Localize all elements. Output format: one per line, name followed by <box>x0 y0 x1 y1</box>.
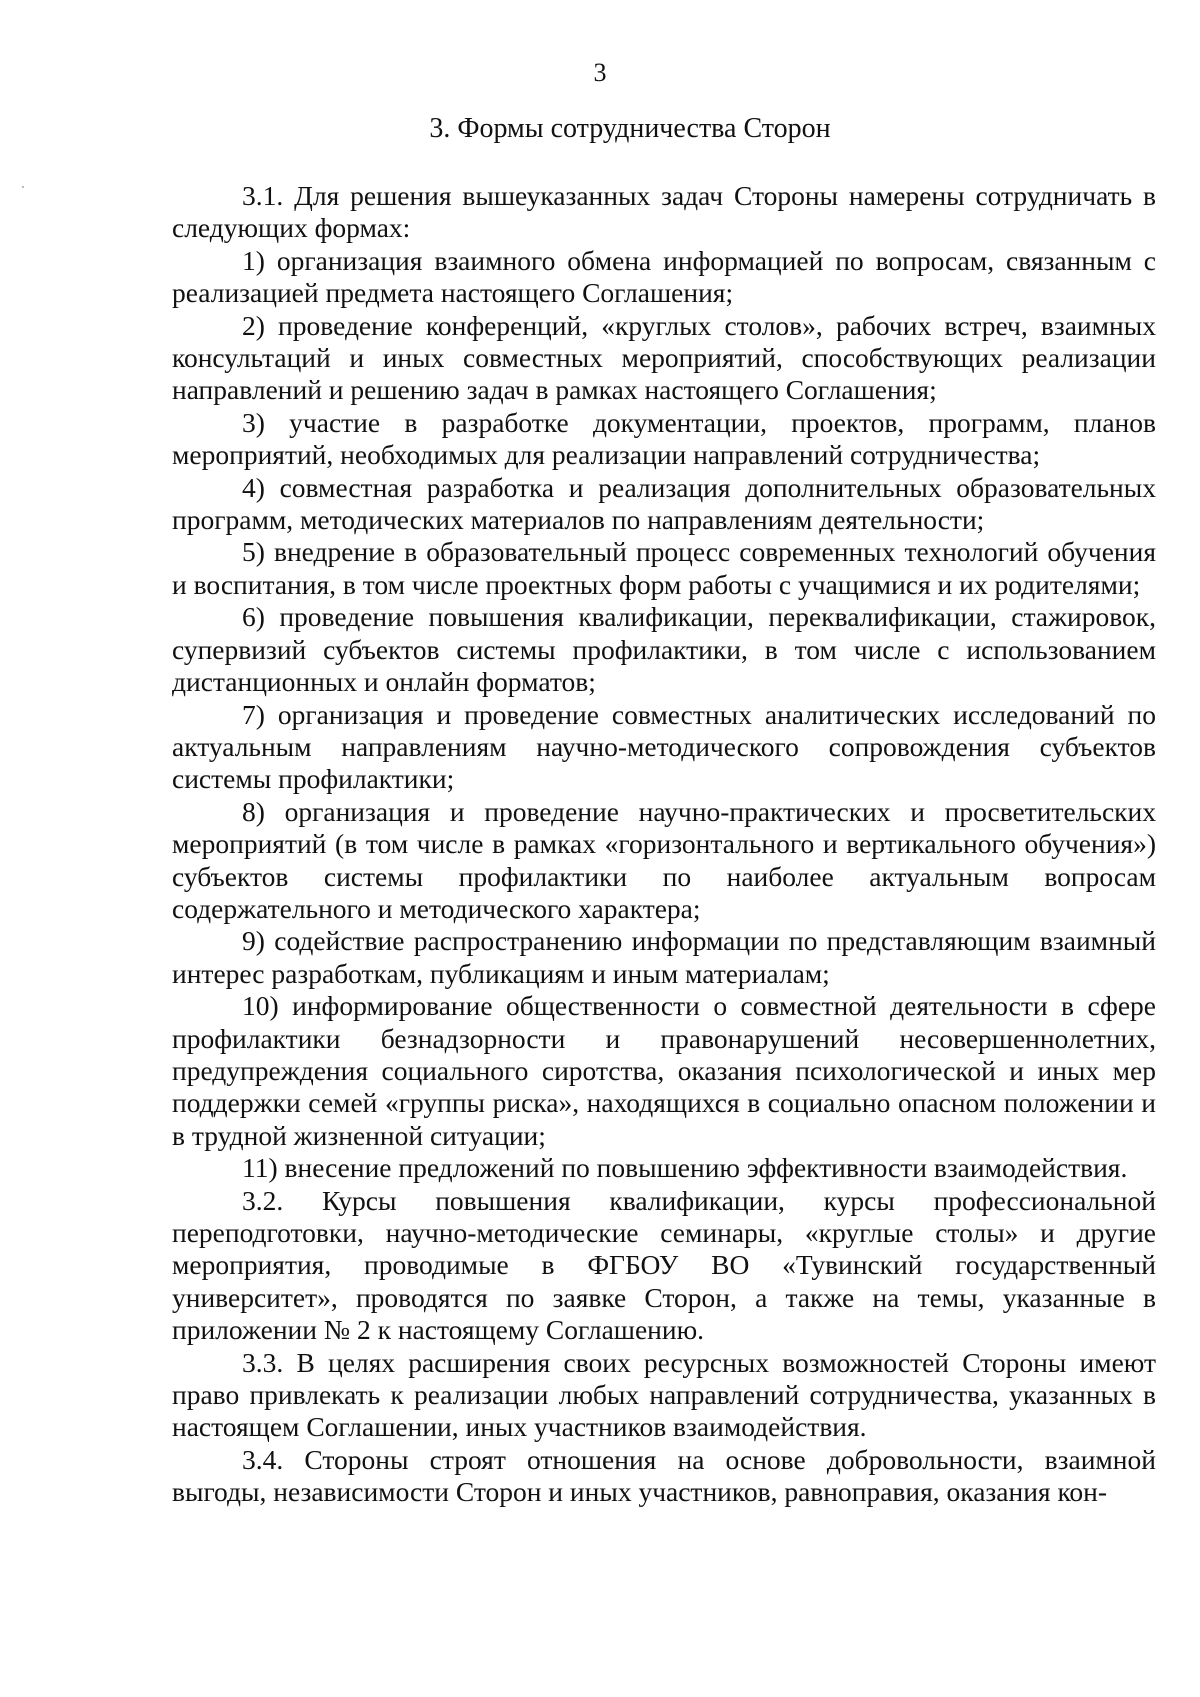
paragraph-3-3: 3.3. В целях расширения своих ресурсных возможностей Стороны имеют право привлекать к реализации любых направлений сотрудничества, указанных в настоящем Соглашении, иных участников взаимодействия. <box>172 1346 1156 1443</box>
list-item-3: 3) участие в разработке документации, проектов, программ, планов мероприятий, необходимых для реализации направлений сотрудничества; <box>172 406 1156 471</box>
list-item-11: 11) внесение предложений по повышению эффективности взаимодействия. <box>242 1152 1128 1184</box>
list-item-6: 6) проведение повышения квалификации, переквалификации, стажировок, супервизий субъектов системы профилактики, в том числе с использованием дистанционных и онлайн форматов; <box>172 601 1156 698</box>
list-item-8: 8) организация и проведение научно-практических и просветительских мероприятий (в том числе в рамках «горизонтального и вертикального обучения») субъектов системы профилактики по наиболее актуальным вопросам содержательного и методического характера; <box>172 795 1156 924</box>
paragraph-3-4: 3.4. Стороны строят отношения на основе добровольности, взаимной выгоды, независимости Сторон и иных участников, равноправия, оказания кон- <box>172 1443 1156 1508</box>
section-title: 3. Формы сотрудничества Сторон <box>429 113 831 144</box>
list-item-4: 4) совместная разработка и реализация дополнительных образовательных программ, методических материалов по направлениям деятельности; <box>172 471 1156 536</box>
scan-artifact <box>22 186 24 188</box>
list-item-5: 5) внедрение в образовательный процесс современных технологий обучения и воспитания, в том числе проектных форм работы с учащимися и их родителями; <box>172 536 1156 600</box>
list-item-9: 9) содействие распространению информации по представляющим взаимный интерес разработкам, публикациям и иным материалам; <box>172 925 1156 989</box>
document-body <box>172 180 1156 1509</box>
page-number: 3 <box>593 58 607 87</box>
list-item-1: 1) организация взаимного обмена информацией по вопросам, связанным с реализацией предмета настоящего Соглашения; <box>172 244 1156 309</box>
paragraph-3-2: 3.2. Курсы повышения квалификации, курсы профессиональной переподготовки, научно-методические семинары, «круглые столы» и другие мероприятия, проводимые в ФГБОУ ВО «Тувинский государственный университет», проводятся по заявке Сторон, а также на темы, указанные в приложении № 2 к настоящему Соглашению. <box>172 1184 1156 1346</box>
list-item-7: 7) организация и проведение совместных аналитических исследований по актуальным направлениям научно-методического сопровождения субъектов системы профилактики; <box>172 698 1156 795</box>
paragraph-3-1: 3.1. Для решения вышеуказанных задач Стороны намерены сотрудничать в следующих формах: <box>172 180 1156 244</box>
list-item-10: 10) информирование общественности о совместной деятельности в сфере профилактики безнадзорности и правонарушений несовершеннолетних, предупреждения социального сиротства, оказания психологической и иных мер поддержки семей «группы риска», находящихся в социально опасном положении и в трудной жизненной ситуации; <box>172 990 1156 1151</box>
list-item-2: 2) проведение конференций, «круглых столов», рабочих встреч, взаимных консультаций и иных совместных мероприятий, способствующих реализации направлений и решению задач в рамках настоящего Соглашения; <box>172 309 1156 406</box>
